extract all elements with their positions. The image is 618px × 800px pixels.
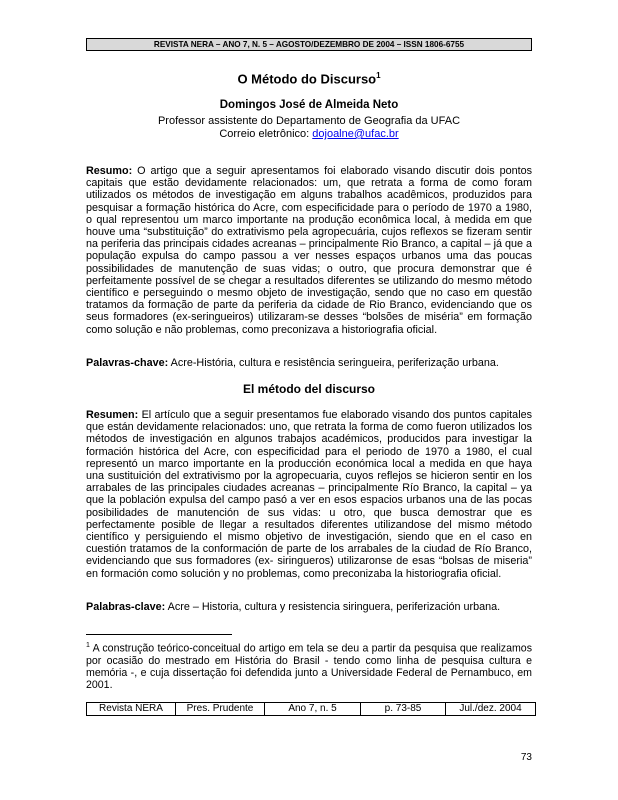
author-email-line [86, 128, 532, 140]
footnote-text: A construção teórico-conceitual do artigo em tela se deu a partir da pesquisa que realizamos por ocasião do mestrado em História do Brasil - tendo como linha de pesquisa cultura e memória -, e cuja dissertação foi defendida junto a Universidade Federal de Pernambuco, em 2001. [86, 642, 532, 692]
table-cell-city: Pres. Prudente [176, 703, 265, 716]
keywords-es-label: Palabras-clave: [86, 601, 166, 613]
table-cell-volume: Ano 7, n. 5 [265, 703, 361, 716]
keywords-es-text: Acre – Historia, cultura y resistencia siringuera, periferización urbana. [167, 601, 501, 613]
article-title [86, 71, 532, 86]
abstract-es [86, 409, 532, 580]
author-name: Domingos José de Almeida Neto [219, 99, 399, 111]
abstract-es-label: Resumen: [86, 409, 139, 421]
keywords-pt [86, 357, 532, 369]
page-number: 73 [520, 752, 532, 763]
table-cell-journal: Revista NERA [87, 703, 176, 716]
section-title-es: El método del discurso [242, 382, 376, 396]
abstract-es-text: El artículo que a seguir presentamos fue elaborado visando dos puntos capitales que están devidamente relacionados: uno, que retrata la forma de como fueron utilizados los métodos de investigación en algunos trabajos académicos, producidos para investigar la formación histórica del Acre, con especificidad para el periodo de 1970 a 1980, el cual representó un marco importante en la producción económica local a medida en que haya una sustituición del extrativismo por la agropecuaria, cuyos reflejos se hicieron sentir en los arrabales de las principales ciudades acreanas – principalmente Río Branco, la capital – ya que la población expulsa del campo pasó a ver en esos espacios urbanos una de las pocas posibilidades de manutención de sus vidas: u otro, que busca demostrar que es perfectamente posible de llegar a resultados diferentes utilizandose del mismo método científico y persiguiendo el mismo objetivo de investigación, siendo que en el caso en cuestión tratamos de la conformación de parte de los arrabales de la ciudad de Río Branco, evidenciando que sus formadores (ex- siringueros) utilizaronse de esas “bolsas de miseria” en formación como solución y no problemas, como preconizaba la historiografia oficial. [86, 409, 532, 580]
table-row [87, 703, 536, 716]
author-affiliation: Professor assistente do Departamento de Geografia da UFAC [157, 115, 461, 127]
abstract-pt-text: O artigo que a seguir apresentamos foi elaborado visando discutir dois pontos capitais que estão devidamente relacionados: um, que retrata a forma de como foram utilizados os métodos de investigação em alguns trabalhos acadêmicos, produzidos para pesquisar a formação histórica do Acre, com especificidade para o período de 1970 a 1980, o qual representou um marco importante na produção econômica local, à medida em que houve uma “substituição” do extrativismo pela agropecuária, cujos reflexos se fizeram sentir na periferia das principais cidades acreanas – principalmente Rio Branco, a capital – já que a população expulsa do campo passou a ver nesses espaços urbanos uma das poucas possibilidades de manutenção de suas vidas; o outro, que procura demonstrar que é perfeitamente possível de se chegar a resultados diferentes se utilizando do mesmo método científico e perseguindo o mesmo objeto de investigação, sendo que no caso em questão tratamos da formação de parte da periferia da cidade de Rio Branco, evidenciando que os seus formadores (ex-seringueiros) utilizaram-se desses “bolsões de miséria” em formação como solução e não problemas, como preconizava a historiografia oficial. [86, 165, 532, 336]
keywords-pt-text: Acre-História, cultura e resistência seringueira, periferização urbana. [170, 357, 499, 369]
title-footnote-ref[interactable]: 1 [376, 71, 381, 80]
footnote [86, 640, 532, 691]
journal-info-table [86, 702, 536, 716]
keywords-pt-label: Palavras-chave: [86, 357, 169, 369]
table-cell-date: Jul./dez. 2004 [446, 703, 536, 716]
keywords-es [86, 601, 532, 613]
journal-header [86, 38, 532, 51]
table-cell-pages: p. 73-85 [361, 703, 446, 716]
email-label: Correio eletrônico: [219, 128, 313, 140]
footnote-number: 1 [86, 642, 90, 649]
journal-header-text: REVISTA NERA – ANO 7, N. 5 – AGOSTO/DEZEMBRO DE 2004 – ISSN 1806-6755 [153, 40, 465, 49]
footnote-divider [86, 634, 232, 635]
abstract-pt-label: Resumo: [86, 165, 133, 177]
email-link[interactable]: dojoalne@ufac.br [312, 128, 399, 140]
article-title-text: O Método do Discurso [237, 71, 377, 87]
abstract-pt [86, 165, 532, 336]
